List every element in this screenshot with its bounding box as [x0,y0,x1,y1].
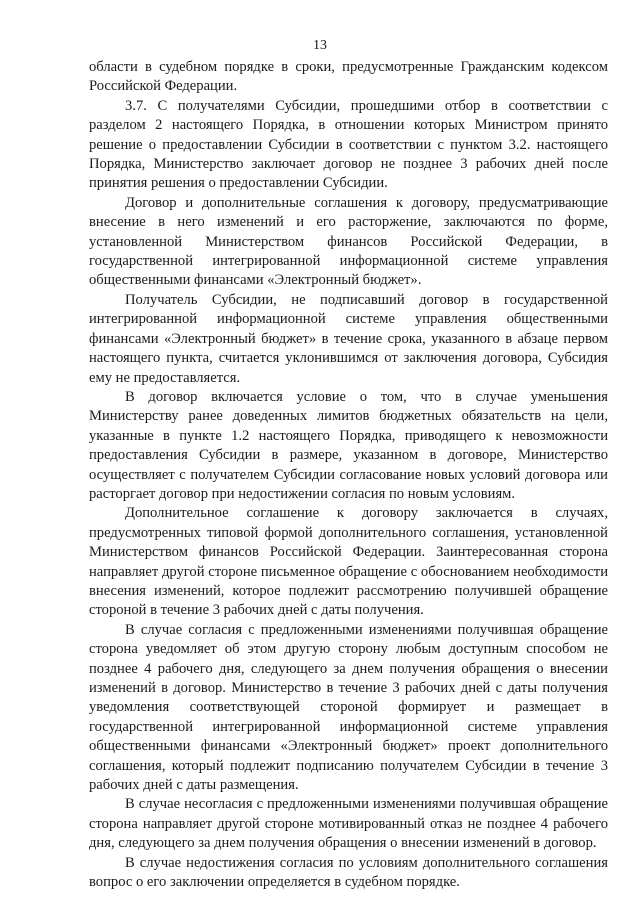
paragraph-contract-form: Договор и дополнительные соглашения к договору, предусматривающие внесение в него изменений и его расторжение, заключаются по форме, установленной Министерством финансов Российской Федерации, в государственной интегрированной информационной системе управления общественными финансами «Электронный бюджет». [89,194,608,289]
paragraph-continuation: области в судебном порядке в сроки, предусмотренные Гражданским кодексом Российской Федерации. [89,59,608,95]
document-body [89,58,608,892]
paragraph-3-7: 3.7. С получателями Субсидии, прошедшими отбор в соответствии с разделом 2 настоящего Порядка, в отношении которых Министром принято решение о предоставлении Субсидии в соответствии с пунктом 3.2. настоящего Порядка, Министерство заключает договор не позднее 3 рабочих дней после принятия решения о предоставлении Субсидии. [89,97,608,192]
page-number: 13 [313,38,327,53]
paragraph-evasion: Получатель Субсидии, не подписавший договор в государственной интегрированной информационной системе управления общественными финансами «Электронный бюджет» в течение срока, указанного в абзаце первом настоящего пункта, считается уклонившимся от заключения договора, Субсидия ему не предоставляется. [89,291,608,386]
paragraph-limits-reduction: В договор включается условие о том, что в случае уменьшения Министерству ранее доведенных лимитов бюджетных обязательств на цели, указанные в пункте 1.2 настоящего Порядка, приводящего к невозможности предоставления Субсидии в размере, указанном в договоре, Министерство осуществляет с получателем Субсидии согласование новых условий договора или расторгает договор при недостижении согласия по новым условиям. [89,388,608,502]
paragraph-consent: В случае согласия с предложенными изменениями получившая обращение сторона уведомляет об этом другую сторону любым доступным способом не позднее 4 рабочего дня, следующего за днем получения обращения о внесении изменений в договор. Министерство в течение 3 рабочих дней с даты получения уведомления соответствующей стороной формирует и размещает в государственной интегрированной информационной системе управления общественными финансами «Электронный бюджет» проект дополнительного соглашения, который подлежит подписанию получателем Субсидии в течение 3 рабочих дней с даты размещения. [89,621,608,794]
paragraph-additional-agreement: Дополнительное соглашение к договору заключается в случаях, предусмотренных типовой формой дополнительного соглашения, установленной Министерством финансов Российской Федерации. Заинтересованная сторона направляет другой стороне письменное обращение с обоснованием необходимости внесения изменений, которое подлежит рассмотрению получившей обращение стороной в течение 3 рабочих дней с даты получения. [89,505,608,619]
paragraph-court: В случае недостижения согласия по условиям дополнительного соглашения вопрос о его заключении определяется в судебном порядке. [89,854,608,891]
paragraph-disagreement: В случае несогласия с предложенными изменениями получившая обращение сторона направляет другой стороне мотивированный отказ не позднее 4 рабочего дня, следующего за днем получения обращения о внесении изменений в договор. [89,796,608,852]
